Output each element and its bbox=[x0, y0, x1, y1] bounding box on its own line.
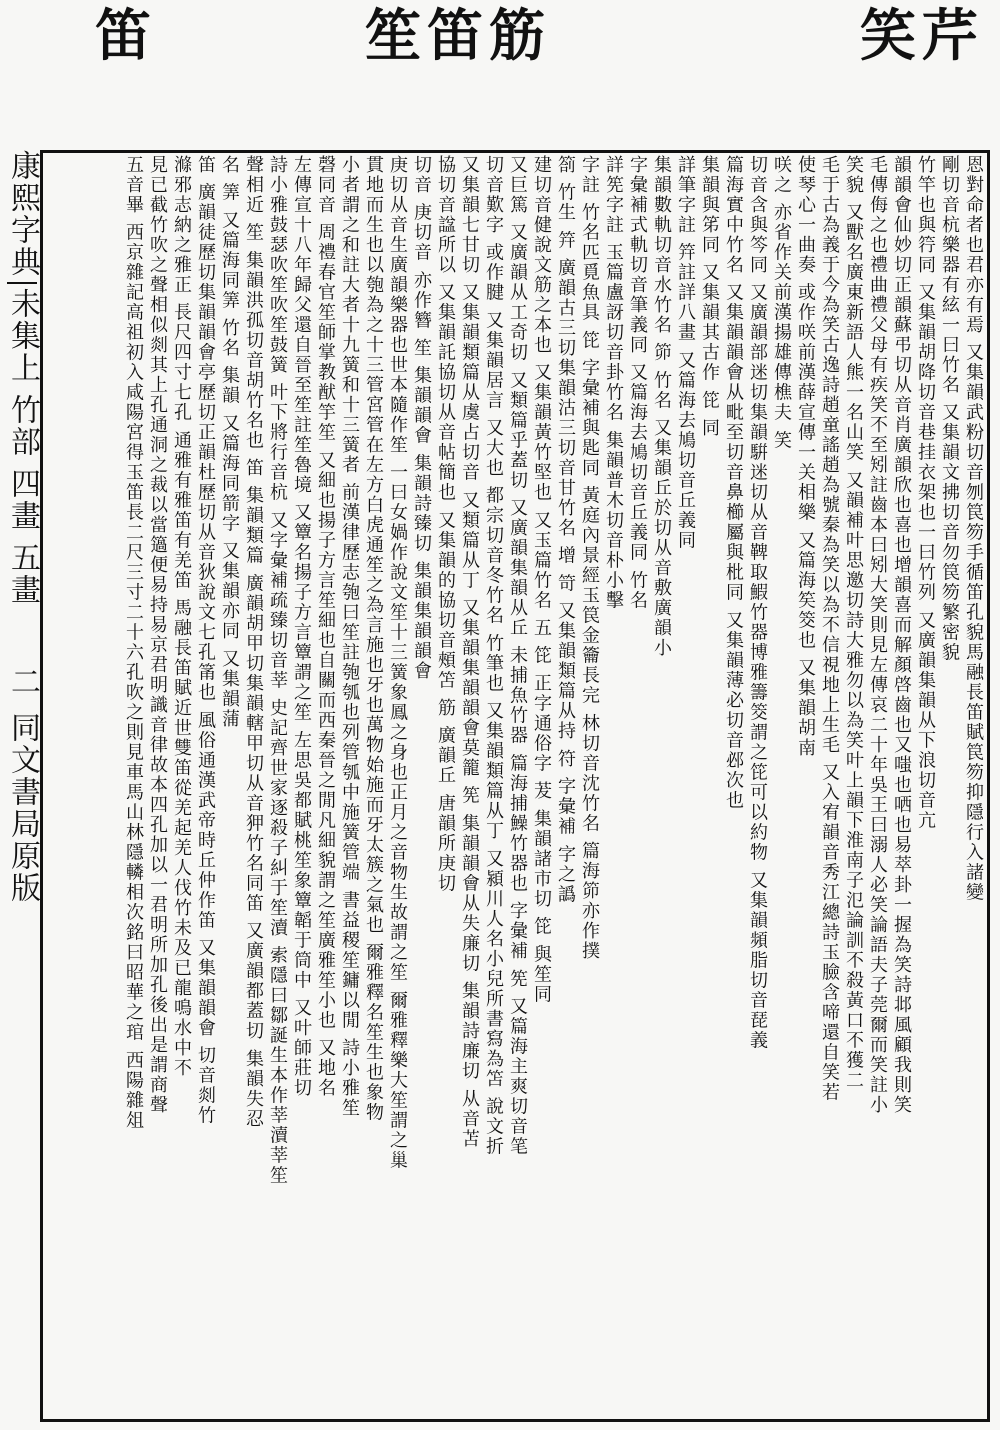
text-column: 韻韻會仙妙切正韻蘇弔切从音肖廣韻欣也喜也增韻喜而解顏啓齒也又嗤也哂也易萃卦一握為笑詩邶風顧我則笑 bbox=[891, 155, 912, 1115]
text-column: 庚切从音生廣韻樂器也世本隨作笙 一曰女媧作說文笙十三簧象鳳之身也正月之音物生故謂之笙 爾雅釋樂大笙謂之巢 bbox=[387, 155, 408, 1171]
text-column: 切音歎字 或作腱 又集韻居言 又大也 都宗切音冬竹名 竹筆也 又集韻類篇从丁 又潁川人名小兒所書寫為笘 說文折 bbox=[483, 155, 504, 1157]
text-column: 又集韻七甘切 又集韻類篇从虞占切音 又類篇从丁 又集韻集韻韻會莫籠 筅 集韻韻會从失廉切 集韻詩廉切 从音苫 bbox=[459, 155, 480, 1150]
text-column: 又巨篤 又廣韻从工奇切 又類篇乎蓋切 又廣韻集韻从丘 未捕魚竹器 篇海捕鱢竹器也 字彙補 筅 又篇海主爽切音笔 bbox=[507, 155, 528, 1157]
strokes-label-b: 五畫 bbox=[5, 542, 40, 606]
text-column: 集韻數軌切音水竹名 笷 竹名 又集韻丘於切从音敷廣韻小 bbox=[651, 155, 672, 659]
seal-headers bbox=[0, 0, 1000, 140]
text-column: 五音畢 西京雜記高祖初入咸陽宮得玉笛長二尺三寸二十六孔吹之則見車馬山林隱轔相次銘曰昭華之琯 西陽雜俎 bbox=[123, 155, 144, 1131]
text-column: 見已截竹吹之聲相似剡其上孔通洞之裁以當簻便易持易京君明識音律故本四孔加以一君明所加孔後出是謂商聲 bbox=[147, 155, 168, 1115]
text-column: 小者謂之和註大者十九簧和十三簧者 前漢律歷志匏曰笙註匏瓠也列管瓠中施簧管端 書益稷笙鏞以閒 詩小雅笙 bbox=[339, 155, 360, 1119]
text-column: 聲相近 笙 集韻洪孤切音胡竹名也 笛 集韻類篇 廣韻胡甲切集韻轄甲切从音狎竹名同笛 又廣韻都蓋切 集韻失忍 bbox=[243, 155, 264, 1130]
seal-right: 笑芹 bbox=[860, 3, 984, 69]
seal-left: 笛 bbox=[95, 3, 157, 69]
text-column: 建切音健說文筋之本也 又集韻黃竹堅也 又玉篇竹名 五 笓 正字通俗字 茇 集韻諸市切 笓 與笙同 bbox=[531, 155, 552, 1005]
text-column: 使琴心一曲奏 或作咲前漢薛宣傳一关相樂 又篇海笶筊也 又集韻胡南 bbox=[795, 155, 816, 759]
spine-margin bbox=[0, 150, 44, 1422]
text-column: 集韻與笫同 又集韻其古作 笓 同 bbox=[699, 155, 720, 439]
text-column: 笛 廣韻徒歷切集韻韻會亭歷切正韻杜歷切从音狄說文七孔筩也 風俗通漢武帝時丘仲作笛 又集韻韻會 切音剡竹 bbox=[195, 155, 216, 1126]
text-column: 毛傳侮之也禮曲禮父母有疾笑不至矧註齒本曰矧大笑則見左傳哀二十年吳王曰溺人必笑論語夫子莞爾而笑註小 bbox=[867, 155, 888, 1115]
text-column: 竹竿也與筕同 又集韻胡降切音巷挂衣架也一曰竹列 又廣韻集韻从下浪切音亢 bbox=[915, 155, 936, 831]
dictionary-body bbox=[45, 155, 985, 1417]
text-column: 滌邪志納之雅正 長尺四寸七孔 通雅有雅笛有羌笛 馬融長笛賦近世雙笛從羌起羌人伐竹未及已龍鳴水中不 bbox=[171, 155, 192, 1079]
text-column: 名 筭 又篇海同筭 竹名 集韻 又篇海同箭字 又集韻亦同 又集韻蒲 bbox=[219, 155, 240, 730]
collection-label: 未集上 bbox=[5, 288, 40, 384]
page-number: 二 bbox=[5, 666, 40, 698]
text-column: 恩對命者也君亦有焉 又集韻武粉切音刎笢笏手循笛孔貌馬融長笛賦笢笏抑隱行入諸變 bbox=[963, 155, 984, 903]
text-column: 詳筆字註 筓註詳八畫 又篇海去鳩切音丘義同 bbox=[675, 155, 696, 551]
text-column: 協切音諡所以 又集韻託協切从音帖簡也 又集韻的協切音頰笘 筋 廣韻丘 唐韻所庚切 bbox=[435, 155, 456, 894]
text-column: 笑貌 又獸名廣東新語人熊一名山笑 又韻補叶思邀切詩大雅勿以為笑叶上韻下淮南子氾論訓不殺黃口不獲二 bbox=[843, 155, 864, 1091]
seal-center: 笙笛筋 bbox=[365, 3, 551, 69]
text-column: 詳筅字註 玉篇盧訝切音卦竹名 集韻普木切音朴小擊 bbox=[603, 155, 624, 611]
text-column: 磬同音 周禮春官笙師掌教猷竽笙 又細也揚子方言笙細也自關而西秦晉之閒凡細貌謂之笙廣雅笙小也 又地名 bbox=[315, 155, 336, 1099]
text-column: 字彙補式軌切音筆義同 又篇海去鳩切音丘義同 竹名 bbox=[627, 155, 648, 611]
text-column: 箚 竹生 筓 廣韻古三切集韻沽三切音甘竹名 增 笴 又集韻類篇从持 符 字彙補 字之譌 bbox=[555, 155, 576, 905]
text-column: 貫地而生也以匏為之十三管宮管在左方白虎通笙之為言施也牙也萬物始施而牙太簇之氣也 爾雅釋名笙生也象物 bbox=[363, 155, 384, 1123]
text-column: 毛于古為義于今為笑古逸詩趙童謠趙為號秦為笑以為不信視地上生毛 又入宥韻音秀江總詩玉臉含啼還自笑若 bbox=[819, 155, 840, 1103]
text-column: 咲之 亦省作关前漢揚雄傳樵夫 笑 bbox=[771, 155, 792, 451]
text-column: 切音含與笒同 又廣韻部迷切集韻騈迷切从音鞞取鰕竹器博雅籌筊謂之笓可以約物 又集韻頻脂切音琵義 bbox=[747, 155, 768, 1051]
text-column: 剛切音杭樂器有絃一曰竹名 又集韻文拂切音勿笢笏繁密貌 bbox=[939, 155, 960, 663]
text-column: 切音 庚切音 亦作簪 笙 集韻韻會 集韻詩臻切 集韻集韻韻會 bbox=[411, 155, 432, 682]
text-column: 字註 竹名匹覓魚具 笓 字彙補與匙同 黃庭內景經玉笢金籥長完 林切音沈竹名 篇海笷亦作撲 bbox=[579, 155, 600, 962]
text-column: 篇海實中竹名 又集韻韻會从毗至切音鼻櫛屬與枇同 又集韻薄必切音邲次也 bbox=[723, 155, 744, 811]
strokes-label-a: 四畫 bbox=[5, 468, 40, 532]
text-column: 詩小雅鼓瑟吹笙吹笙鼓簧 叶下將行音杭 又字彙補疏臻切音莘 史記齊世家逐殺子糾于笙瀆 索隱曰鄒誕生本作莘瀆莘笙 bbox=[267, 155, 288, 1186]
publisher-label: 同文書局原版 bbox=[5, 712, 40, 904]
section-label: 竹部 bbox=[5, 394, 40, 458]
book-title: 康熙字典 bbox=[5, 150, 40, 278]
spine-divider bbox=[7, 282, 37, 284]
text-column: 左傳宣十八年歸父還自晉至笙註笙魯境 又簟名揚子方言簟謂之笙 左思吳都賦桃笙象簟韜于筒中 又叶師莊切 bbox=[291, 155, 312, 1099]
